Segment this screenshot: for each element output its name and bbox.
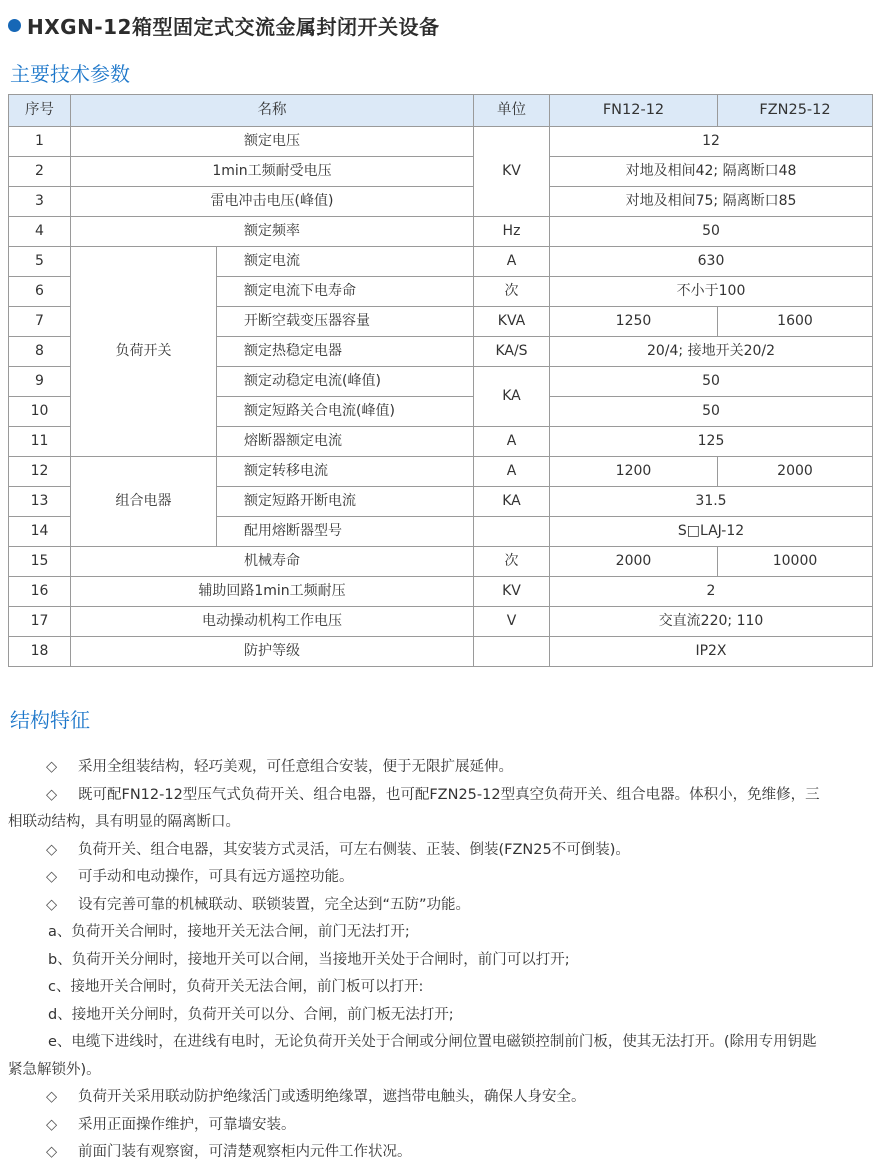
list-item: ◇ 负荷开关采用联动防护绝缘活门或透明绝缘罩，遮挡带电触头，确保人身安全。: [8, 1085, 874, 1109]
list-item: ◇ 既可配FN12-12型压气式负荷开关、组合电器，也可配FZN25-12型真空负荷开关、组合电器。体积小，免维修，三: [8, 783, 874, 807]
row-name: 额定热稳定电器: [217, 337, 474, 367]
list-item: ◇ 负荷开关、组合电器，其安装方式灵活，可左右侧装、正装、倒装(FZN25不可倒装)。: [8, 838, 874, 862]
row-unit: Hz: [474, 217, 550, 247]
row-unit: [474, 637, 550, 667]
row-unit: KA: [474, 487, 550, 517]
row-name: 额定转移电流: [217, 457, 474, 487]
table-row: [9, 607, 873, 637]
row-value: 50: [550, 367, 873, 397]
row-value-fn12: 2000: [550, 547, 718, 577]
row-name: 机械寿命: [71, 547, 474, 577]
row-number: 5: [9, 247, 71, 277]
row-number: 17: [9, 607, 71, 637]
diamond-bullet-icon: ◇: [46, 759, 58, 775]
row-value-fzn25: 2000: [718, 457, 873, 487]
diamond-bullet-icon: ◇: [46, 841, 58, 858]
row-number: 16: [9, 577, 71, 607]
row-value: 12: [550, 127, 873, 157]
table-row: [9, 577, 873, 607]
document-title-text: HXGN-12箱型固定式交流金属封闭开关设备: [27, 14, 440, 39]
row-value: IP2X: [550, 637, 873, 667]
row-number: 12: [9, 457, 71, 487]
row-value: 2: [550, 577, 873, 607]
row-value: 31.5: [550, 487, 873, 517]
diamond-bullet-icon: ◇: [46, 869, 58, 885]
diamond-bullet-icon: ◇: [46, 1116, 58, 1133]
row-unit: 次: [474, 547, 550, 577]
row-name: 1min工频耐受电压: [71, 157, 474, 187]
diamond-bullet-icon: ◇: [46, 1144, 58, 1160]
row-number: 4: [9, 217, 71, 247]
row-number: 2: [9, 157, 71, 187]
table-row: [9, 187, 873, 217]
header-cell: 名称: [71, 95, 474, 127]
row-value: 20/4; 接地开关20/2: [550, 337, 873, 367]
row-unit: KA/S: [474, 337, 550, 367]
row-name: 额定短路开断电流: [217, 487, 474, 517]
row-unit: V: [474, 607, 550, 637]
row-unit: KA: [474, 367, 550, 427]
row-value: 对地及相间75; 隔离断口85: [550, 187, 873, 217]
row-value: 对地及相间42; 隔离断口48: [550, 157, 873, 187]
row-name: 额定短路关合电流(峰值): [217, 397, 474, 427]
table-row: [9, 217, 873, 247]
row-name: 配用熔断器型号: [217, 517, 474, 547]
row-name: 防护等级: [71, 637, 474, 667]
table-row: [9, 457, 873, 487]
row-number: 13: [9, 487, 71, 517]
row-value-fzn25: 1600: [718, 307, 873, 337]
row-name: 辅助回路1min工频耐压: [71, 577, 474, 607]
section-heading-features: 结构特征: [10, 708, 90, 732]
list-item-continuation: 相联动结构，具有明显的隔离断口。: [8, 814, 240, 830]
row-name: 电动操动机构工作电压: [71, 607, 474, 637]
group-label-load-switch: 负荷开关: [71, 247, 217, 457]
row-value-fn12: 1200: [550, 457, 718, 487]
list-subitem: a、负荷开关合闸时，接地开关无法合闸，前门无法打开;: [48, 924, 410, 940]
row-unit: KV: [474, 127, 550, 217]
section-heading-parameters: 主要技术参数: [10, 62, 130, 86]
row-unit: A: [474, 457, 550, 487]
row-unit: A: [474, 247, 550, 277]
table-header-row: [9, 95, 873, 127]
features-list: [8, 755, 874, 1168]
row-unit: [474, 517, 550, 547]
row-name: 额定电流下电寿命: [217, 277, 474, 307]
list-item: ◇ 设有完善可靠的机械联动、联锁装置，完全达到“五防”功能。: [8, 893, 874, 917]
row-value: 不小于100: [550, 277, 873, 307]
document-title: [8, 10, 439, 40]
list-item: ◇ 采用正面操作维护，可靠墙安装。: [8, 1113, 874, 1137]
table-row: [9, 157, 873, 187]
header-cell: FN12-12: [550, 95, 718, 127]
row-name: 雷电冲击电压(峰值): [71, 187, 474, 217]
row-number: 14: [9, 517, 71, 547]
table-row: [9, 247, 873, 277]
row-unit: A: [474, 427, 550, 457]
list-subitem: d、接地开关分闸时，负荷开关可以分、合闸，前门板无法打开;: [48, 1006, 454, 1023]
row-name: 额定动稳定电流(峰值): [217, 367, 474, 397]
row-unit: 次: [474, 277, 550, 307]
list-subitem: c、接地开关合闸时，负荷开关无法合闸，前门板可以打开:: [48, 979, 424, 995]
row-value-fzn25: 10000: [718, 547, 873, 577]
row-name: 熔断器额定电流: [217, 427, 474, 457]
bullet-dot-icon: [8, 19, 21, 32]
diamond-bullet-icon: ◇: [46, 896, 58, 913]
row-value: 交直流220; 110: [550, 607, 873, 637]
header-cell: 序号: [9, 95, 71, 127]
list-item: ◇ 采用全组装结构，轻巧美观，可任意组合安装，便于无限扩展延伸。: [8, 755, 874, 779]
list-item-continuation: 紧急解锁外)。: [8, 1061, 101, 1078]
row-number: 18: [9, 637, 71, 667]
row-value: 50: [550, 217, 873, 247]
table-row: [9, 127, 873, 157]
row-value-fn12: 1250: [550, 307, 718, 337]
row-name: 开断空载变压器容量: [217, 307, 474, 337]
group-label-combination: 组合电器: [71, 457, 217, 547]
row-number: 10: [9, 397, 71, 427]
parameter-table: [8, 94, 873, 667]
row-unit: KV: [474, 577, 550, 607]
header-cell: FZN25-12: [718, 95, 873, 127]
row-value: 125: [550, 427, 873, 457]
table-row: [9, 547, 873, 577]
row-number: 7: [9, 307, 71, 337]
row-number: 8: [9, 337, 71, 367]
diamond-bullet-icon: ◇: [46, 786, 58, 803]
table-row: [9, 637, 873, 667]
row-number: 15: [9, 547, 71, 577]
row-number: 9: [9, 367, 71, 397]
list-item: ◇ 可手动和电动操作，可具有远方遥控功能。: [8, 865, 874, 889]
row-name: 额定电压: [71, 127, 474, 157]
row-number: 6: [9, 277, 71, 307]
diamond-bullet-icon: ◇: [46, 1089, 58, 1105]
row-number: 3: [9, 187, 71, 217]
row-number: 11: [9, 427, 71, 457]
header-cell: 单位: [474, 95, 550, 127]
row-name: 额定电流: [217, 247, 474, 277]
row-name: 额定频率: [71, 217, 474, 247]
row-value: 50: [550, 397, 873, 427]
row-unit: KVA: [474, 307, 550, 337]
list-subitem: b、负荷开关分闸时，接地开关可以合闸，当接地开关处于合闸时，前门可以打开;: [48, 951, 570, 968]
row-value: S□LAJ-12: [550, 517, 873, 547]
list-item: ◇ 前面门装有观察窗，可清楚观察柜内元件工作状况。: [8, 1140, 874, 1164]
list-subitem: e、电缆下进线时，在进线有电时，无论负荷开关处于合闸或分闸位置电磁锁控制前门板，使其无法打开。(除用专用钥匙: [48, 1034, 817, 1050]
row-value: 630: [550, 247, 873, 277]
row-number: 1: [9, 127, 71, 157]
